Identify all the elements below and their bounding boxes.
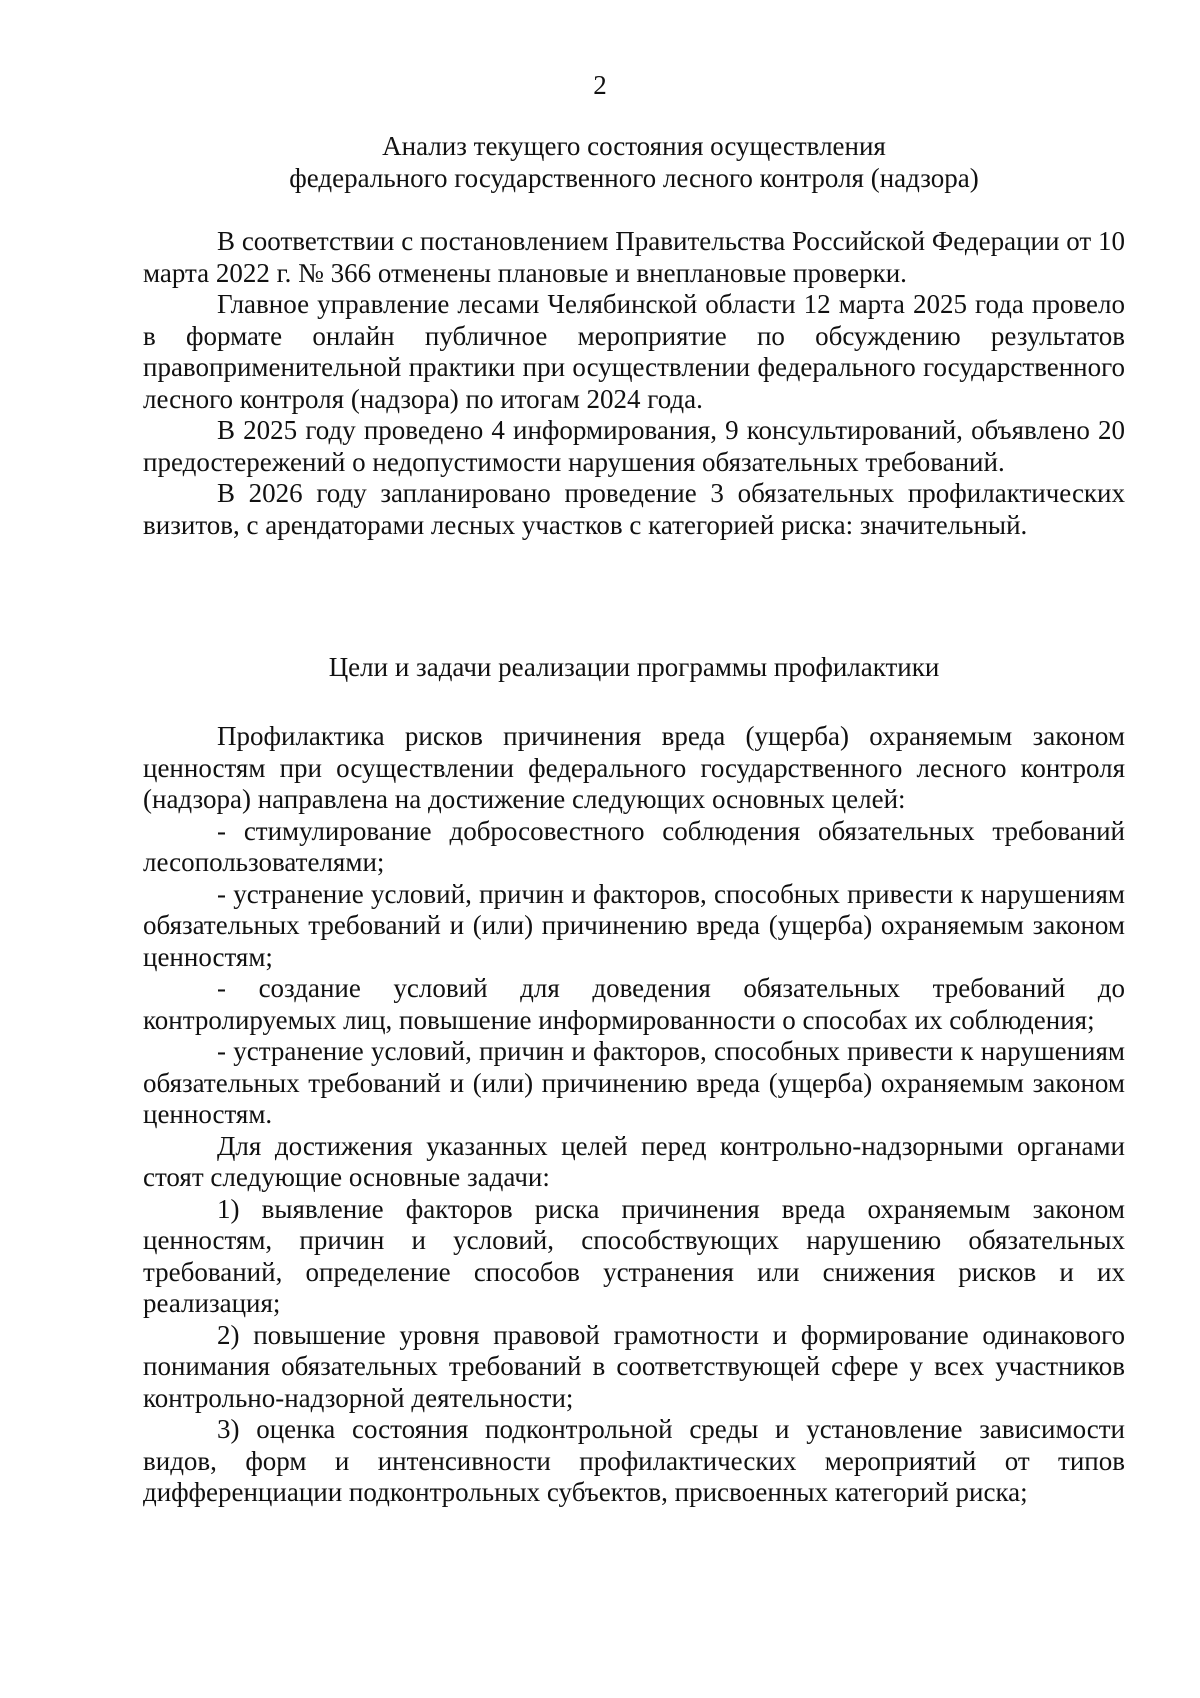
section-title-goals: Цели и задачи реализации программы профилактики [328,652,940,682]
page-number: 2 [593,70,607,100]
paragraph: Профилактика рисков причинения вреда (ущерба) охраняемым законом ценностям при осуществлении федерального государственного лесного контроля (надзора) направлена на достижение следующих основных целей: [143,721,1125,814]
list-item: - устранение условий, причин и факторов, способных привести к нарушениям обязательных требований и (или) причинению вреда (ущерба) охраняемым законом ценностям. [143,1036,1125,1129]
section-title-line: Анализ текущего состояния осуществления [382,131,886,161]
list-item: 2) повышение уровня правовой грамотности и формирование одинакового понимания обязательных требований в соответствующей сфере у всех участников контрольно-надзорной деятельности; [143,1319,1125,1413]
list-item: - устранение условий, причин и факторов, способных привести к нарушениям обязательных требований и (или) причинению вреда (ущерба) охраняемым законом ценностям; [143,878,1125,972]
section-title-analysis [143,131,1125,194]
section-title-line: федерального государственного лесного контроля (надзора) [289,162,979,193]
list-item: - стимулирование добросовестного соблюдения обязательных требований лесопользователями; [143,815,1125,877]
paragraph: Для достижения указанных целей перед контрольно-надзорными органами стоят следующие основные задачи: [143,1130,1125,1192]
paragraph: В соответствии с постановлением Правительства Российской Федерации от 10 марта 2022 г. № 366 отменены плановые и внеплановые проверки. [143,226,1125,288]
list-item: - создание условий для доведения обязательных требований до контролируемых лиц, повышение информированности о способах их соблюдения; [143,973,1125,1035]
section-body-goals [143,721,1125,1509]
section-body-analysis [143,226,1125,541]
list-item: 3) оценка состояния подконтрольной среды и установление зависимости видов, форм и интенсивности профилактических мероприятий от типов дифференциации подконтрольных субъектов, присвоенных категорий риска; [143,1414,1125,1507]
paragraph: Главное управление лесами Челябинской области 12 марта 2025 года провело в формате онлайн публичное мероприятие по обсуждению результатов правоприменительной практики при осуществлении федерального государственного лесного контроля (надзора) по итогам 2024 года. [143,289,1125,414]
paragraph: В 2025 году проведено 4 информирования, 9 консультирований, объявлено 20 предостережений о недопустимости нарушения обязательных требований. [143,415,1125,477]
paragraph: В 2026 году запланировано проведение 3 обязательных профилактических визитов, с арендаторами лесных участков с категорией риска: значительный. [143,478,1125,540]
list-item: 1) выявление факторов риска причинения вреда охраняемым законом ценностям, причин и условий, способствующих нарушению обязательных требований, определение способов устранения или снижения рисков и их реализация; [143,1193,1125,1318]
